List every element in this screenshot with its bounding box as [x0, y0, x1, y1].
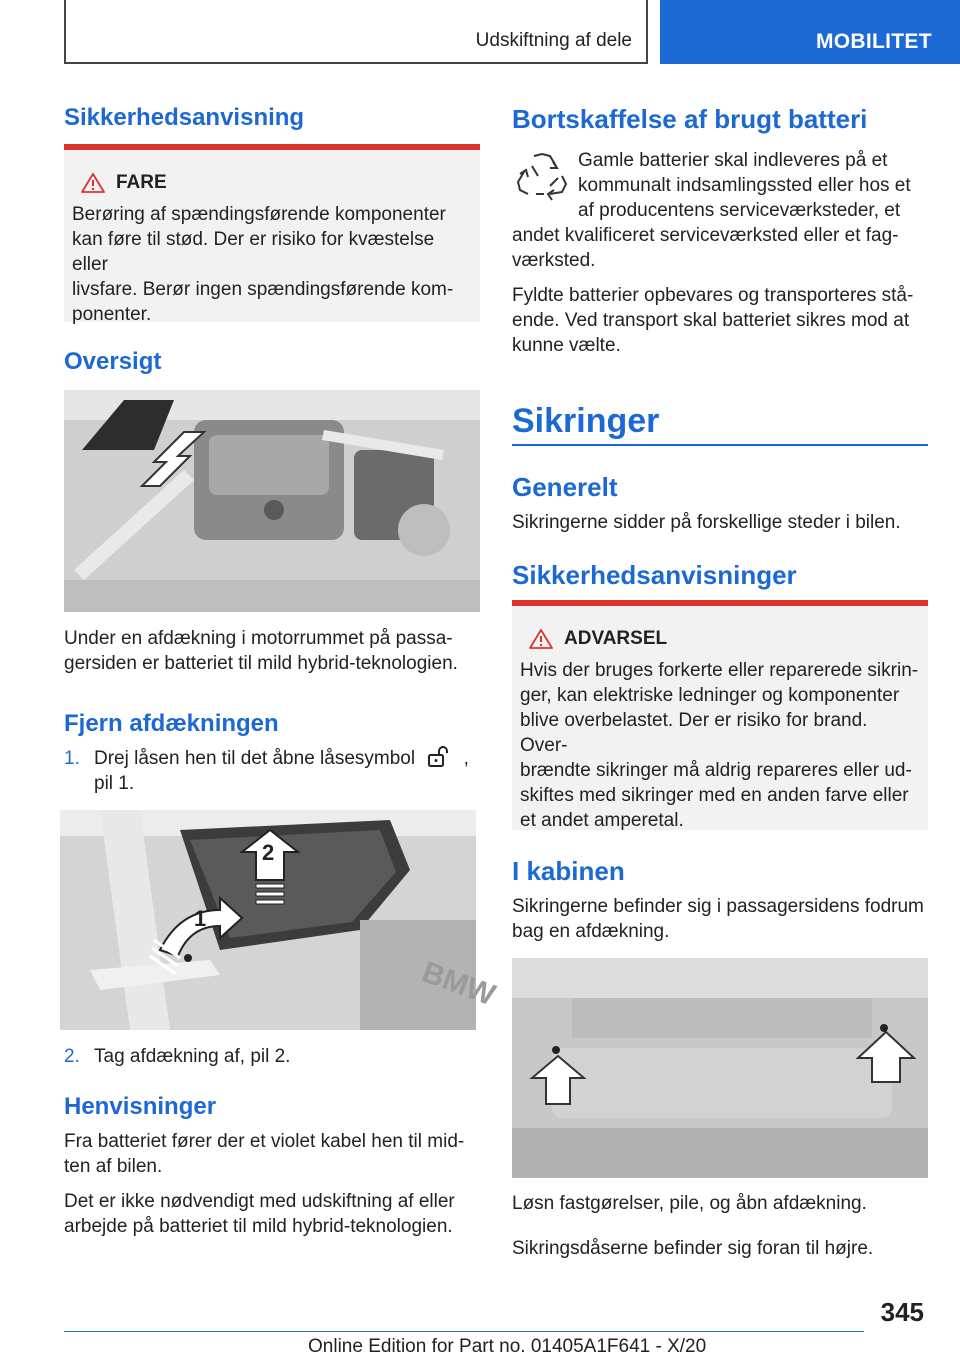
- cabin-line-1: Sikringerne befinder sig i passagersidens fodrum: [512, 896, 924, 917]
- fuses-divider: [512, 444, 928, 446]
- heading-disposal: Bortskaffelse af brugt batteri: [512, 104, 868, 134]
- heading-general: Generelt: [512, 472, 618, 502]
- warning-box: [512, 600, 928, 830]
- warning-line-4: brændte sikringer må aldrig repareres eller ud-: [520, 760, 912, 781]
- danger-warning-header: [80, 172, 472, 194]
- warning-header: [528, 628, 920, 650]
- notes-1-line-2: ten af bilen.: [64, 1156, 163, 1177]
- header-chapter-title: MOBILITET: [816, 30, 932, 53]
- overview-caption-line-1: Under en afdækning i motorrummet på passa-: [64, 628, 453, 649]
- heading-safety-fuses: Sikkerhedsanvisninger: [512, 560, 797, 590]
- fuse-box-location-text: Sikringsdåserne befinder sig foran til højre.: [512, 1238, 874, 1259]
- general-text: Sikringerne sidder på forskellige steder i bilen.: [512, 512, 901, 533]
- warning-line-3: blive overbelastet. Der er risiko for brand. Over-: [520, 710, 868, 756]
- footwell-photo: [512, 958, 928, 1178]
- warning-line-6: et andet amperetal.: [520, 810, 684, 831]
- notes-2-line-1: Det er ikke nødvendigt med udskiftning af eller: [64, 1191, 455, 1212]
- disposal-line-5: værksted.: [512, 250, 596, 271]
- warning-label: ADVARSEL: [564, 628, 668, 649]
- notes-2-line-2: arbejde på batteriet til mild hybrid-teknologien.: [64, 1216, 453, 1237]
- danger-line-4: ponenter.: [72, 304, 152, 325]
- danger-line-3: livsfare. Berør ingen spændingsførende kom-: [72, 279, 454, 300]
- notes-1-line-1: Fra batteriet fører der et violet kabel hen til mid-: [64, 1131, 465, 1152]
- warning-line-5: skiftes med sikringer med en anden farve eller: [520, 785, 909, 806]
- header-section-box: [64, 0, 648, 64]
- footer-edition: Online Edition for Part no. 01405A1F641 - X/20: [308, 1336, 707, 1357]
- heading-cabin: I kabinen: [512, 856, 625, 886]
- step-1-number: 1.: [64, 748, 80, 769]
- heading-remove-cover: Fjern afdækningen: [64, 710, 279, 737]
- danger-line-1: Berøring af spændingsførende komponenter: [72, 204, 446, 225]
- arrow-label-2: 2: [262, 840, 275, 865]
- page-number: 345: [880, 1297, 924, 1327]
- disposal-line-3: af producentens serviceværksteder, et: [578, 200, 901, 221]
- svg-text:BMW: BMW: [417, 955, 500, 1013]
- footwell-caption: Løsn fastgørelser, pile, og åbn afdækning.: [512, 1193, 867, 1214]
- danger-label: FARE: [116, 172, 167, 193]
- warning-line-2: ger, kan elektriske ledninger og komponenter: [520, 685, 900, 706]
- step-2-number: 2.: [64, 1046, 80, 1067]
- step-1: [64, 746, 480, 796]
- disposal-line-4: andet kvalificeret serviceværksted eller et fag-: [512, 225, 899, 246]
- heading-safety: Sikkerhedsanvisning: [64, 104, 305, 131]
- danger-line-2: kan føre til stød. Der er risiko for kvæstelse eller: [72, 229, 435, 275]
- header-chapter-tab: [660, 0, 960, 64]
- header-section-title: Udskiftning af dele: [475, 30, 632, 51]
- disposal-line-2: kommunalt indsamlingssted eller hos et: [578, 175, 911, 196]
- footer-divider: [64, 1331, 864, 1332]
- engine-bay-photo: [64, 390, 480, 612]
- disposal-2-line-2: ende. Ved transport skal batteriet sikres mod at: [512, 310, 910, 331]
- overview-caption-line-2: gersiden er batteriet til mild hybrid-teknologien.: [64, 653, 458, 674]
- disposal-2-line-3: kunne vælte.: [512, 335, 621, 356]
- step-1-line-2: pil 1.: [94, 773, 135, 794]
- warning-triangle-icon: [528, 628, 554, 650]
- disposal-line-1: Gamle batterier skal indleveres på et: [578, 150, 888, 171]
- heading-overview: Oversigt: [64, 348, 162, 375]
- arrow-label-1: 1: [194, 906, 207, 931]
- heading-notes: Henvisninger: [64, 1093, 217, 1120]
- cabin-line-2: bag en afdækning.: [512, 921, 670, 942]
- step-1-line-1: [94, 746, 480, 771]
- warning-triangle-icon: [80, 172, 106, 194]
- danger-warning-box: [64, 144, 480, 325]
- warning-line-1: Hvis der bruges forkerte eller reparerede sikrin-: [520, 660, 919, 681]
- step-2-text: Tag afdækning af, pil 2.: [94, 1046, 291, 1067]
- recycling-icon: [514, 150, 570, 202]
- disposal-2-line-1: Fyldte batterier opbevares og transporteres stå-: [512, 285, 914, 306]
- cover-removal-photo: [60, 810, 500, 1030]
- unlock-symbol-icon: [426, 746, 452, 768]
- heading-fuses: Sikringer: [512, 402, 660, 440]
- step-1-text: Drej låsen hen til det åbne låsesymbol: [94, 748, 416, 769]
- step-1-comma: ,: [463, 748, 469, 769]
- step-2: [64, 1044, 480, 1069]
